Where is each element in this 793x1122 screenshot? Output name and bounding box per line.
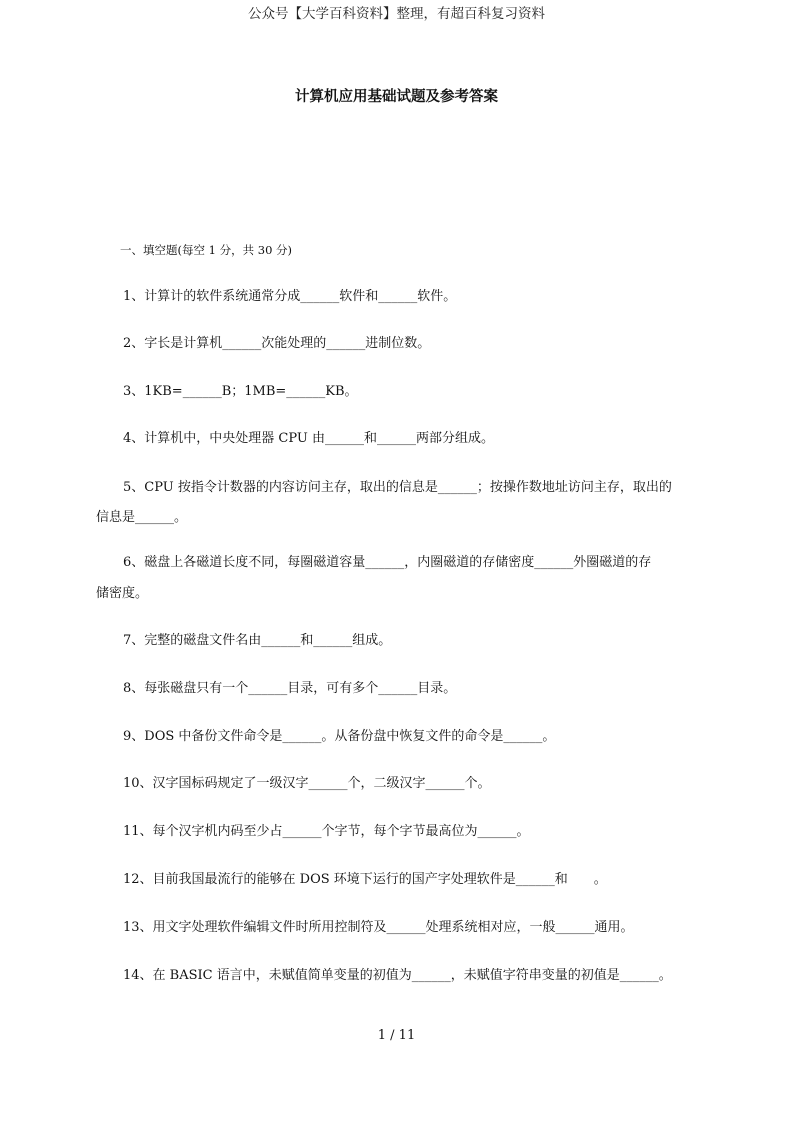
question-4: 4、计算机中，中央处理器 CPU 由______和______两部分组成。 bbox=[123, 431, 494, 446]
question-12: 12、目前我国最流行的能够在 DOS 环境下运行的国产字处理软件是______和 。 bbox=[123, 872, 607, 887]
question-1: 1、计算计的软件系统通常分成______软件和______软件。 bbox=[123, 289, 457, 304]
question-5: 5、CPU 按指令计数器的内容访问主存，取出的信息是______；按操作数地址访问主存，取出的 bbox=[123, 480, 672, 495]
question-7: 7、完整的磁盘文件名由______和______组成。 bbox=[123, 633, 392, 648]
question-2: 2、字长是计算机______次能处理的______进制位数。 bbox=[123, 336, 431, 351]
question-13: 13、用文字处理软件编辑文件时所用控制符及______处理系统相对应，一般______通用。 bbox=[123, 920, 634, 935]
question-14: 14、在 BASIC 语言中，未赋值简单变量的初值为______，未赋值字符串变量的初值是______。 bbox=[123, 968, 672, 983]
question-9: 9、DOS 中备份文件命令是______。从备份盘中恢复文件的命令是______。 bbox=[123, 729, 556, 744]
section-heading: 一、填空题(每空 1 分，共 30 分) bbox=[120, 243, 293, 257]
document-title: 计算机应用基础试题及参考答案 bbox=[295, 88, 498, 105]
question-5-continued: 信息是______。 bbox=[96, 510, 188, 525]
question-6-continued: 储密度。 bbox=[96, 586, 149, 601]
page-number: 1 / 11 bbox=[377, 1028, 416, 1043]
question-10: 10、汉字国标码规定了一级汉字______个，二级汉字______个。 bbox=[123, 776, 491, 791]
question-8: 8、每张磁盘只有一个______目录，可有多个______目录。 bbox=[123, 681, 457, 696]
question-3: 3、1KB=______B；1MB=______KB。 bbox=[123, 384, 358, 399]
question-6: 6、磁盘上各磁道长度不同，每圈磁道容量______，内圈磁道的存储密度______外圈磁道的存 bbox=[123, 555, 652, 570]
question-11: 11、每个汉字机内码至少占______个字节，每个字节最高位为______。 bbox=[123, 824, 530, 839]
page-header: 公众号【大学百科资料】整理，有超百科复习资料 bbox=[248, 6, 545, 22]
